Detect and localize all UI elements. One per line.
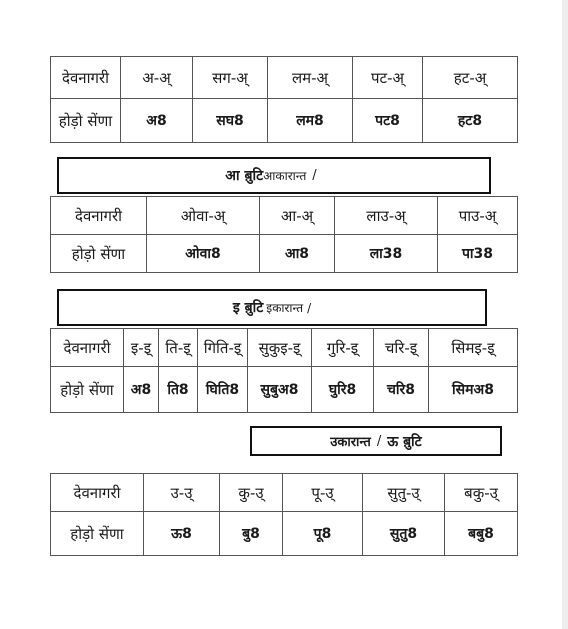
table-cell: ला38 [335,235,438,273]
label-ho-script: होड़ो सेंणा [51,367,124,413]
table-cell: अ8 [121,99,193,143]
heading-hindi-text: आकारान्त [263,169,307,183]
table-cell: ति8 [159,367,198,413]
table-cell: सिमअ8 [429,367,518,413]
table-cell: कु-उ् [220,474,283,512]
table-row [51,474,518,512]
table-cell: सघ8 [193,99,268,143]
table-cell: पट8 [353,99,423,143]
label-ho-script: होड़ो सेंणा [51,99,121,143]
label-devanagari: देवनागरी [51,197,147,235]
page-edge [562,0,568,629]
table-row [51,99,518,143]
table-cell: बबु8 [445,512,518,556]
table-cell: चरि-इ् [374,329,429,367]
table-cell: चरि8 [374,367,429,413]
table-row [51,367,518,413]
label-devanagari: देवनागरी [51,474,144,512]
table-row [51,57,518,99]
table-cell: ऊ8 [144,512,220,556]
table-cell: गुरि-इ् [312,329,374,367]
heading-hindi-text: उकारान्त [330,435,371,450]
heading-separator: / [312,168,317,183]
table-row [51,197,518,235]
table-cell: हट-अ् [423,57,518,99]
table-cell: ओवा-अ् [147,197,260,235]
table-cell: आ-अ् [260,197,335,235]
table-cell: गिति-इ् [198,329,248,367]
table-cell: बु8 [220,512,283,556]
heading-i-ikarant [57,289,487,326]
table-cell: बकु-उ् [445,474,518,512]
table-cell: आ8 [260,235,335,273]
table-cell: सुकुइ-इ् [248,329,312,367]
table-cell: घुरि8 [312,367,374,413]
table-cell: सुतु8 [363,512,445,556]
table-cell: सिमइ-इ् [429,329,518,367]
heading-ho-text: इ ब़ुटि [232,300,264,316]
heading-ho-text: ऊ ब़ुटि [387,433,422,450]
table-cell: घिति8 [198,367,248,413]
table-cell: अ-अ् [121,57,193,99]
label-devanagari: देवनागरी [51,329,124,367]
table-a-vowel [50,56,518,143]
table-cell: पू8 [283,512,363,556]
table-cell: इ-इ् [124,329,159,367]
table-row [51,512,518,556]
label-ho-script: होड़ो सेंणा [51,512,144,556]
table-i-vowel [50,328,518,413]
table-cell: सुतु-उ् [363,474,445,512]
table-cell: सुबुअ8 [248,367,312,413]
heading-u-ukarant [250,426,502,456]
table-cell: लाउ-अ् [335,197,438,235]
table-cell: लम-अ् [268,57,353,99]
table-cell: उ-उ् [144,474,220,512]
heading-separator: / [376,433,382,449]
table-cell: पा38 [438,235,518,273]
heading-hindi-text: इकारान्त [266,301,304,315]
table-cell: पट-अ् [353,57,423,99]
table-aa-vowel [50,196,518,273]
table-row [51,329,518,367]
table-cell: सग-अ् [193,57,268,99]
label-devanagari: देवनागरी [51,57,121,99]
table-cell: ओवा8 [147,235,260,273]
heading-separator: / [307,300,312,315]
table-cell: ति-इ् [159,329,198,367]
table-u-vowel [50,473,518,556]
table-cell: पू-उ् [283,474,363,512]
label-ho-script: होड़ो सेंणा [51,235,147,273]
heading-ho-text: आ ब़ुटि [225,168,264,184]
table-cell: पाउ-अ् [438,197,518,235]
table-cell: अ8 [124,367,159,413]
heading-aa-akarant [57,157,491,194]
table-cell: लम8 [268,99,353,143]
table-cell: हट8 [423,99,518,143]
table-row [51,235,518,273]
